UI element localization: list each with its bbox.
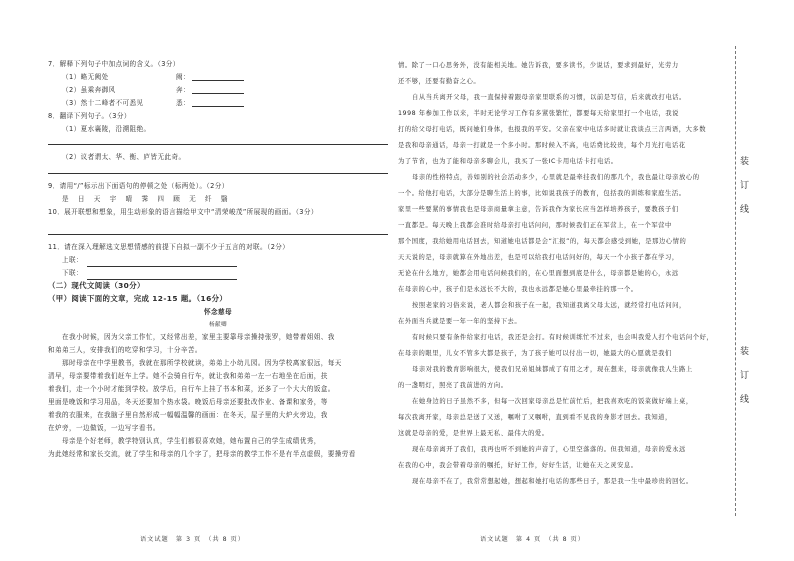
paragraph-line: 在母亲的心中，孩子们是永远长不大的，我也永远都是她心里最牵挂的那一个。 (398, 286, 638, 293)
paragraph-line: 在外面当兵就是要一年一年的坚持下去。 (398, 318, 522, 325)
paragraph-line: 为此她经常和家长交流，就了学生和母亲的几个字了，把母亲的教学工作不是有半点虚假，要操劳看 (48, 449, 356, 458)
paragraph-line: 无论在什么地方，她都会用电话问候我们的，在心里面想到底是什么，母亲都是她的心，永远 (398, 270, 679, 277)
paragraph-line: 在她身边的日子虽然不多，但每一次回家母亲总是忙前忙后，把我喜欢吃的饭菜做好端上桌， (412, 398, 693, 405)
paragraph-line: 为了节省，也为了能和母亲多聊会儿，我买了一张IC卡用电话卡打电话。 (398, 158, 618, 165)
paragraph-line: 1998 年参加工作以来，半时无论学习工作有多紧张繁忙，都要每天给家里打一个电话，我说 (398, 110, 679, 117)
paragraph-line: 是我和母亲通话，母亲一打就是一个多小时。那时候入不高，电话费比较贵，每个月光打电话花 (398, 142, 686, 149)
question-9: 9．请用“/”标示出下面语句的停顿之处（标两处）。（2分） (48, 182, 229, 191)
answer-line (48, 143, 388, 145)
paragraph-line: 里面是晚饭和学习用品，冬天还要加个热水袋。晚饭后母亲还要批改作业、备课和家务，等 (48, 397, 328, 406)
q9-sequence: 是 日 天 宇 晴 霁 四 顾 无 纤 翳 (62, 195, 232, 204)
paragraph-line: 那时母亲在中学里教书，我就在那所学校就读，弟弟上小幼儿园。因为学校离家很远，每天 (62, 359, 342, 368)
paragraph-line: 母亲是个好老师，教学特别认真，学生们都很喜欢她，她布置自己的学生成绩优秀， (62, 436, 321, 445)
article-author: 杨献卿 (209, 321, 227, 328)
answer-line (48, 233, 388, 235)
paragraph-line: 现在母亲不在了，我常常想起她，想起和她打电话的那些日子，那是我一生中最珍贵的回忆。 (412, 478, 693, 485)
q7-item-1: （1）略无阙处 阙： (48, 71, 388, 84)
paragraph-line: 有时候只要有条件给家打电话，我还是会打。有时候训练忙不过来，也会叫我爱人打个电话问个好， (412, 334, 714, 341)
answer-line (48, 172, 388, 174)
q8-item-2: （2）议者谓太、华、衡、庐皆无此奇。 (62, 153, 186, 162)
paragraph-line: 还不够，还要有勤奋之心。 (398, 78, 481, 85)
paragraph-line: 打的给父母打电话，既问她们身体，也报我的平安。父亲在家中电话多时就让我谈点三言两语，大多数 (398, 126, 707, 133)
question-7: 7．解释下列句子中加点词的含义。（3分） (48, 60, 180, 68)
paragraph-line: 每次我离开家，母亲总是送了又送，嘱咐了又嘱咐，直到看不见我的身影才回去。我知道， (398, 414, 672, 421)
paragraph-line: 母亲的性格特点，善如别的社会活动多少，心里就是最牵挂我们的那几个，我也最让母亲放心的 (412, 174, 700, 181)
question-8: 8．翻译下列句子。（3分） (48, 111, 131, 120)
binding-label: 装 订 线 (740, 347, 750, 405)
question-10: 10．展开联想和想象，用生动形象的语言描绘甲文中“清荣峻茂”所展现的画面。（3分） (48, 208, 318, 217)
paragraph-line: 这就是母亲的爱，是世界上最无私、最伟大的爱。 (398, 430, 549, 437)
paragraph-line: 在母亲的眼里，儿女不管多大都是孩子，为了孩子她可以付出一切，她最大的心愿就是我们 (398, 350, 672, 357)
q7-item-2: （2）虽乘奔御风 奔： (48, 84, 388, 97)
paragraph-line: 清早，母亲要带着我们赶车上学。她不会骑自行车，就让我和弟弟一左一右地坐在后面，扶 (48, 372, 328, 381)
page-footer-left: 语文试题 第 3 页 （共 8 页） (140, 536, 245, 543)
binding-line (735, 46, 736, 516)
binding-label: 装 订 线 (740, 157, 750, 215)
article-title: 怀念慈母 (204, 307, 232, 316)
paragraph-line: 现在母亲离开了我们，我再也听不到她的声音了，心里空落落的。但我知道，母亲的爱永远 (412, 446, 686, 453)
left-page (48, 58, 388, 518)
paragraph-line: 家里一些要紧的事情我也是母亲商量拿主意，告诉我作为家长应当怎样培养孩子，要教孩子们 (398, 206, 679, 213)
paragraph-line: 自从当兵离开父母，我一直保持着跟母亲家里联系的习惯，以前是写信，后来就改打电话。 (412, 94, 686, 101)
q8-item-1: （1）夏水襄陵，沿溯阻绝。 (62, 124, 151, 133)
couplet-upper: 上联： (48, 254, 388, 267)
paragraph-line: 在我的心中，我会带着母亲的嘱托，好好工作，好好生活，让她在天之灵安息。 (398, 462, 638, 469)
paragraph-line: 那个国度，我给她用电话回去，知道她电话都是会“汇报”的，每天都会感受到她，是那边心情的 (398, 238, 687, 245)
paragraph-line: 天天说的是，母亲就算在外地出差，也是可以给我打电话问好的，每天一个小孩子都在学习， (398, 254, 679, 261)
section-heading: （二）现代文阅读（30分） (48, 280, 145, 290)
paragraph-line: 和弟弟三人，安排我们的吃穿和学习，十分辛苦。 (48, 346, 202, 355)
paragraph-line: 一直都是。每天晚上我都会准时给母亲打电话问问，那时候我们正在军营上，在一个军营中 (398, 222, 672, 229)
couplet-lower: 下联： (48, 267, 388, 280)
page-footer-right: 语文试题 第 4 页 （共 8 页） (480, 536, 585, 543)
paragraph-line: 一个。给他打电话，大部分是聊生活上的事，比如说我孩子的教育，包括我的训练和家庭生活。 (398, 190, 686, 197)
part-heading: （甲）阅读下面的文章，完成 12-15 题。（16分） (48, 293, 228, 303)
paragraph-line: 着我的衣服来，在我脑子里自然形成一幅幅温馨的画面：在冬天，屋子里的大炉火旁边，我 (48, 410, 328, 419)
paragraph-line: 情。除了一口心思务外，没有能相关地。她告诉我，要多读书，少说话，要求到最好，光劳力 (398, 62, 679, 69)
paragraph-line: 的一盏明灯，照亮了我前进的方向。 (398, 382, 508, 389)
paragraph-line: 按照老家的习俗来说，老人都会和孩子在一起，我知道我离父母太远，就经常打电话问问， (412, 302, 686, 309)
paragraph-line: 在我小时候，因为父亲工作忙，又经常出差，家里主要靠母亲操持张罗，她带着姐姐、我 (62, 333, 335, 342)
paragraph-line: 在炉旁，一边做饭，一边写字看书。 (48, 423, 160, 432)
q7-item-3: （3）然十二峰者不可悉见 悉： (48, 97, 388, 110)
paragraph-line: 母亲对我的教育影响很大，使我们兄弟姐妹都成了有用之才，现在想来，母亲就像我人生路上 (412, 366, 693, 373)
paragraph-line: 着我们，走一个小时才能到学校。放学后，自行车上挂了书本和菜，还多了一个大大的饭盒。 (48, 385, 335, 394)
right-page (398, 58, 728, 518)
question-11: 11．请在深入理解选文思想情感的前提下自拟一副不少于五言的对联。（2分） (48, 243, 290, 252)
